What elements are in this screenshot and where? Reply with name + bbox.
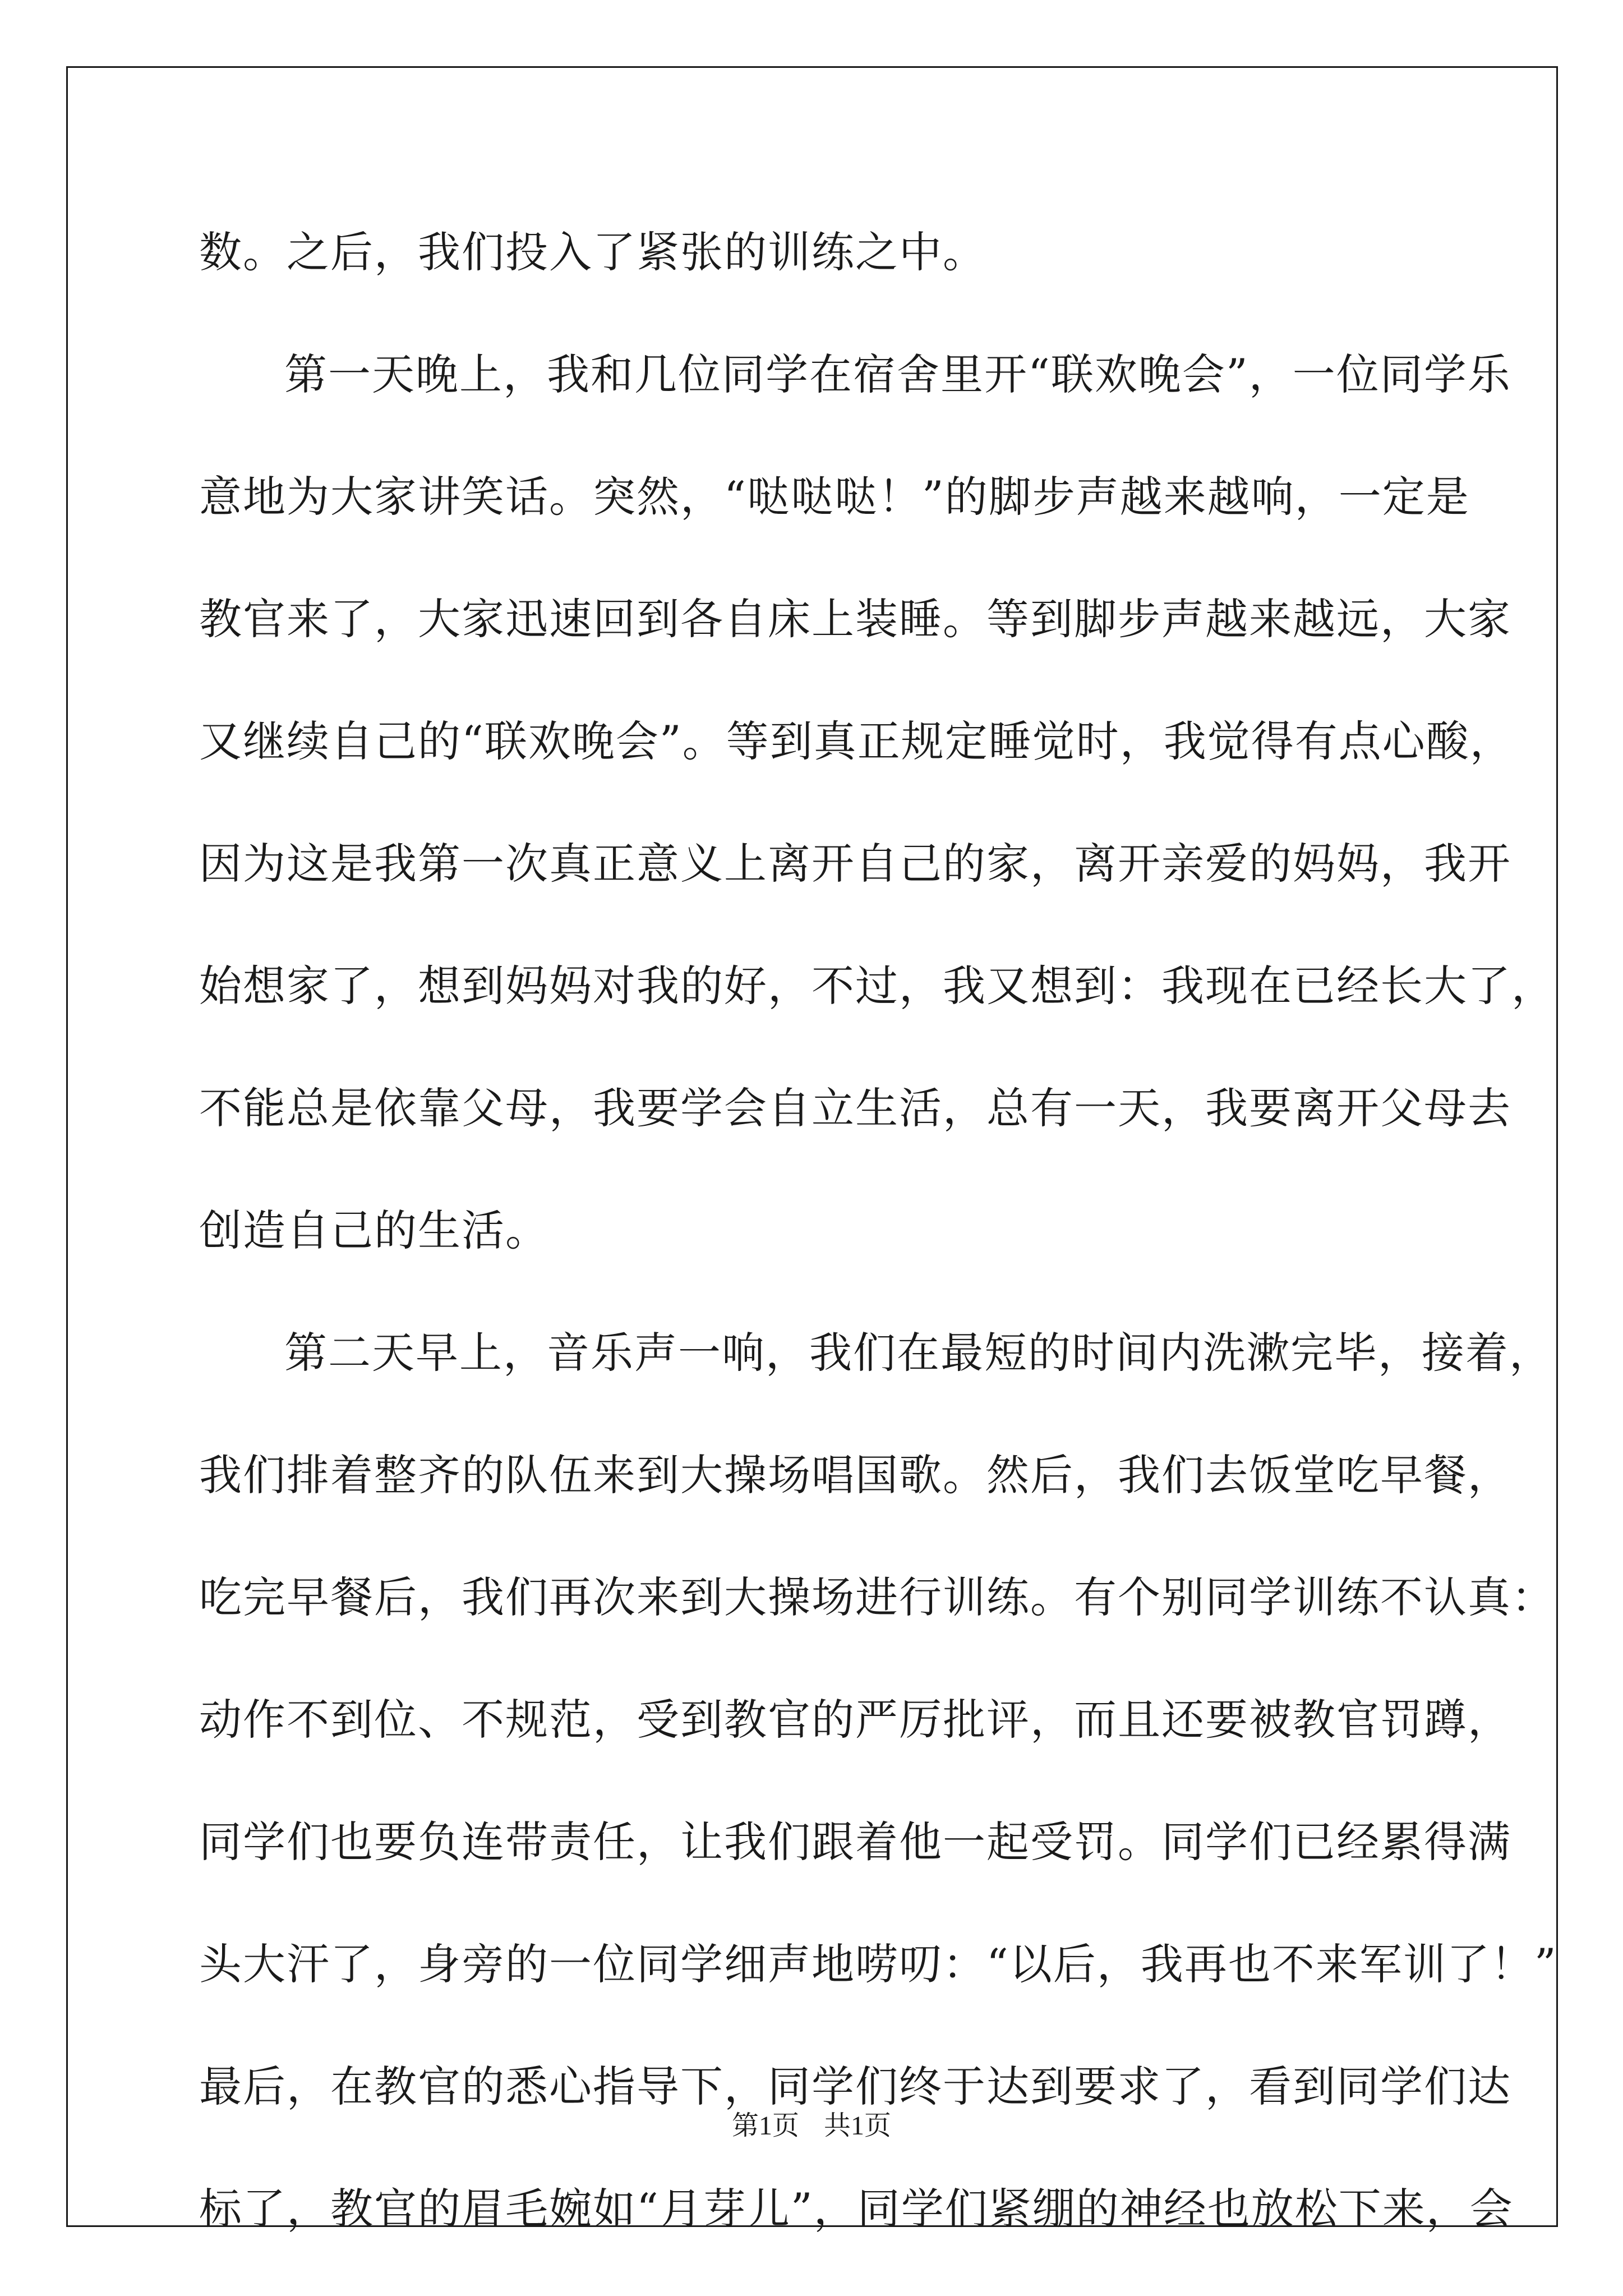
text-line: 最后，在教官的悉心指导下，同学们终于达到要求了，看到同学们达 <box>199 2062 1511 2111</box>
text-line: 始想家了，想到妈妈对我的好，不过，我又想到：我现在已经长大了， <box>199 961 1555 1011</box>
page-number: 第1页 <box>731 2111 799 2141</box>
paragraph-start-line: 第二天早上，音乐声一响，我们在最短的时间内洗漱完毕，接着， <box>284 1328 1553 1378</box>
text-line: 教官来了，大家迅速回到各自床上装睡。等到脚步声越来越远，大家 <box>199 594 1511 644</box>
text-line: 创造自己的生活。 <box>199 1205 549 1255</box>
page-footer <box>0 2104 1623 2142</box>
paragraph-start-line: 第一天晚上，我和几位同学在宿舍里开“联欢晚会”，一位同学乐 <box>284 349 1511 399</box>
text-line: 吃完早餐后，我们再次来到大操场进行训练。有个别同学训练不认真： <box>199 1572 1555 1622</box>
text-line: 头大汗了，身旁的一位同学细声地唠叨：“以后，我再也不来军训了！” <box>199 1939 1557 1989</box>
text-line: 数。之后，我们投入了紧张的训练之中。 <box>199 227 986 277</box>
text-line: 意地为大家讲笑话。突然，“哒哒哒！”的脚步声越来越响，一定是 <box>199 472 1470 522</box>
document-body <box>199 216 1557 2295</box>
text-line: 动作不到位、不规范，受到教官的严厉批评，而且还要被教官罚蹲， <box>199 1695 1511 1745</box>
text-line: 同学们也要负连带责任，让我们跟着他一起受罚。同学们已经累得满 <box>199 1817 1511 1867</box>
text-line: 我们排着整齐的队伍来到大操场唱国歌。然后，我们去饭堂吃早餐， <box>199 1450 1511 1500</box>
text-line: 又继续自己的“联欢晚会”。等到真正规定睡觉时，我觉得有点心酸， <box>199 716 1514 766</box>
page-total: 共1页 <box>824 2111 892 2141</box>
text-line: 因为这是我第一次真正意义上离开自己的家，离开亲爱的妈妈，我开 <box>199 839 1511 889</box>
text-line: 不能总是依靠父母，我要学会自立生活，总有一天，我要离开父母去 <box>199 1083 1511 1133</box>
text-line: 标了，教官的眉毛婉如“月芽儿”，同学们紧绷的神经也放松下来，会 <box>199 2184 1514 2234</box>
